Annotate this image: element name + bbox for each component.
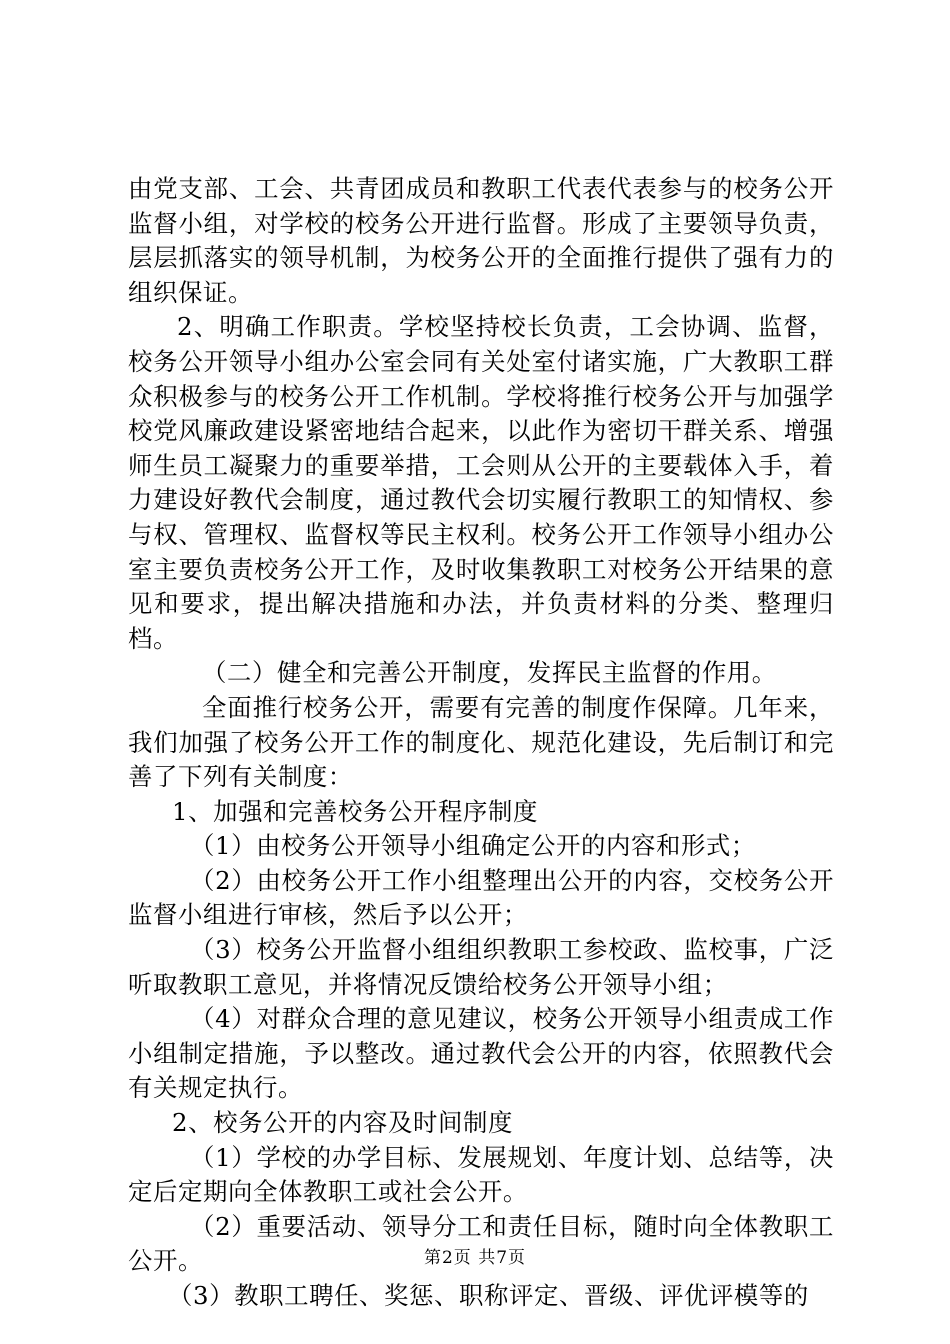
paragraph-9: （4）对群众合理的意见建议，校务公开领导小组责成工作小组制定措施，予以整改。通过教代会公开的内容，依照教代会有关规定执行。: [128, 1004, 834, 1103]
paragraph-6: （1）由校务公开领导小组确定公开的内容和形式；: [190, 831, 756, 861]
paragraph-7: （2）由校务公开工作小组整理出公开的内容，交校务公开监督小组进行审核，然后予以公开；: [128, 865, 834, 930]
paragraph-13: （3）教职工聘任、奖惩、职称评定、晋级、评优评模等的: [168, 1281, 809, 1310]
document-body: [128, 172, 834, 1314]
paragraph-2: 2、明确工作职责。学校坚持校长负责，工会协调、监督，校务公开领导小组办公室会同有关处室付诸实施，广大教职工群众积极参与的校务公开工作机制。学校将推行校务公开与加强学校党风廉政建设紧密地结合起来，以此作为密切干群关系、增强师生员工凝聚力的重要举措，工会则从公开的主要载体入手，着力建设好教代会制度，通过教代会切实履行教职工的知情权、参与权、管理权、监督权等民主权利。校务公开工作领导小组办公室主要负责校务公开工作，及时收集教职工对校务公开结果的意见和要求，提出解决措施和办法，并负责材料的分类、整理归档。: [128, 312, 834, 653]
paragraph-1: 由党支部、工会、共青团成员和教职工代表代表参与的校务公开监督小组，对学校的校务公开进行监督。形成了主要领导负责，层层抓落实的领导机制，为校务公开的全面推行提供了强有力的组织保证。: [128, 174, 834, 307]
paragraph-5: 1、加强和完善校务公开程序制度: [172, 796, 538, 826]
page-footer: 第2页 共7页: [423, 1248, 527, 1268]
paragraph-10: 2、校务公开的内容及时间制度: [172, 1108, 513, 1138]
paragraph-11: （1）学校的办学目标、发展规划、年度计划、总结等，决定后定期向全体教职工或社会公开。: [128, 1142, 834, 1207]
paragraph-3: （二）健全和完善公开制度，发挥民主监督的作用。: [202, 658, 777, 688]
paragraph-8: （3）校务公开监督小组组织教职工参校政、监校事，广泛听取教职工意见，并将情况反馈给校务公开领导小组；: [128, 935, 834, 999]
paragraph-4: 全面推行校务公开，需要有完善的制度作保障。几年来，我们加强了校务公开工作的制度化、规范化建设，先后制订和完善了下列有关制度：: [128, 692, 834, 792]
paragraph-12: （2）重要活动、领导分工和责任目标，随时向全体教职工公开。: [128, 1211, 834, 1276]
